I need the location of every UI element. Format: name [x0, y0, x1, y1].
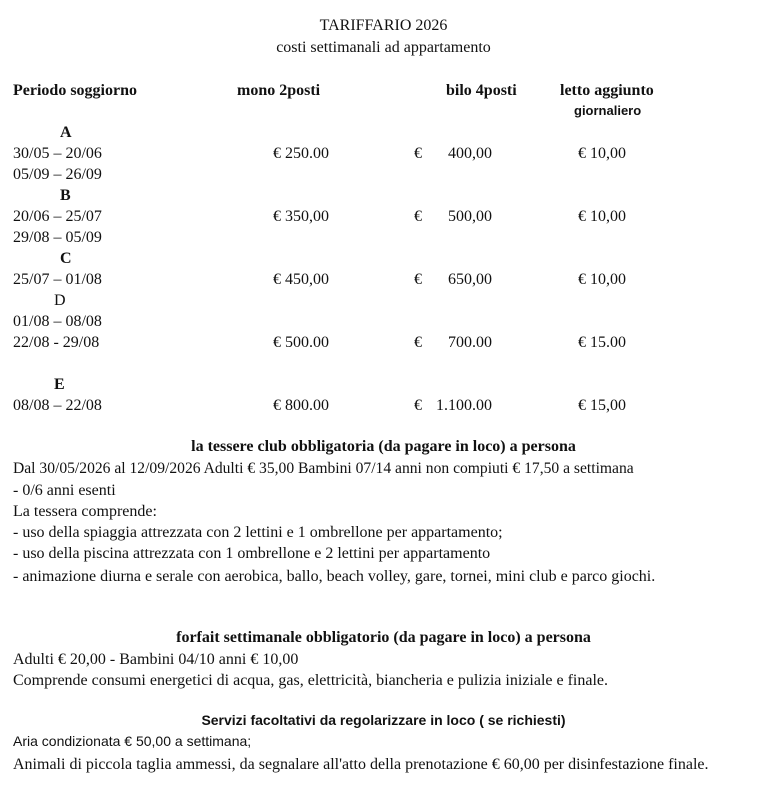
tessera-item: - animazione diurna e serale con aerobica, ballo, beach volley, gare, tornei, mini club e parco giochi.: [13, 568, 656, 585]
price-bilo: 400,00: [448, 145, 492, 162]
period-label-c: C: [60, 250, 72, 267]
price-bilo-currency: €: [414, 208, 422, 225]
price-extra-bed: € 15,00: [578, 397, 626, 414]
price-bilo-currency: €: [414, 397, 422, 414]
period-dates: 05/09 – 26/09: [13, 166, 102, 183]
price-extra-bed: € 10,00: [578, 271, 626, 288]
period-dates: 08/08 – 22/08: [13, 397, 102, 414]
price-bilo-currency: €: [414, 271, 422, 288]
price-mono: € 500.00: [273, 334, 329, 351]
period-dates: 29/08 – 05/09: [13, 229, 102, 246]
tessera-title: la tessere club obbligatoria (da pagare in loco) a persona: [191, 438, 576, 455]
services-title: Servizi facoltativi da regolarizzare in loco ( se richiesti): [201, 712, 566, 728]
service-pets: Animali di piccola taglia ammessi, da segnalare all'atto della prenotazione € 60,00 per disinfestazione finale.: [13, 756, 709, 773]
forfait-includes: Comprende consumi energetici di acqua, gas, elettricità, biancheria e pulizia iniziale e finale.: [13, 672, 609, 689]
column-header-extra: letto aggiunto: [560, 82, 654, 99]
price-mono: € 250.00: [273, 145, 329, 162]
price-extra-bed: € 10,00: [578, 145, 626, 162]
column-header-mono: mono 2posti: [237, 82, 321, 99]
price-bilo-currency: €: [414, 334, 422, 351]
period-dates: 25/07 – 01/08: [13, 271, 102, 288]
period-label-d: D: [54, 292, 66, 309]
period-label-b: B: [60, 187, 71, 204]
period-dates: 30/05 – 20/06: [13, 145, 102, 162]
price-bilo: 650,00: [448, 271, 492, 288]
column-header-period: Periodo soggiorno: [13, 82, 137, 99]
document-title: TARIFFARIO 2026: [319, 17, 448, 34]
period-label-e: E: [54, 376, 65, 393]
column-header-bilo: bilo 4posti: [446, 82, 517, 99]
price-bilo-currency: €: [414, 145, 422, 162]
column-header-extra-sub: giornaliero: [574, 103, 642, 118]
price-bilo: 1.100.00: [436, 397, 492, 414]
price-extra-bed: € 15.00: [578, 334, 626, 351]
tessera-includes: La tessera comprende:: [13, 503, 157, 520]
forfait-title: forfait settimanale obbligatorio (da pagare in loco) a persona: [176, 629, 591, 646]
document-subtitle: costi settimanali ad appartamento: [276, 39, 491, 56]
tessera-item: - uso della spiaggia attrezzata con 2 lettini e 1 ombrellone per appartamento;: [13, 524, 503, 541]
price-extra-bed: € 10,00: [578, 208, 626, 225]
tessera-item: - uso della piscina attrezzata con 1 ombrellone e 2 lettini per appartamento: [13, 545, 491, 562]
period-label-a: A: [60, 124, 72, 141]
price-bilo: 500,00: [448, 208, 492, 225]
tessera-exempt: - 0/6 anni esenti: [13, 482, 116, 499]
price-mono: € 450,00: [273, 271, 329, 288]
tessera-period-prices: Dal 30/05/2026 al 12/09/2026 Adulti € 35,00 Bambini 07/14 anni non compiuti € 17,50 a settimana: [13, 460, 634, 477]
forfait-prices: Adulti € 20,00 - Bambini 04/10 anni € 10,00: [13, 651, 299, 668]
price-bilo: 700.00: [448, 334, 492, 351]
period-dates: 22/08 - 29/08: [13, 334, 100, 351]
service-air-conditioning: Aria condizionata € 50,00 a settimana;: [13, 733, 252, 749]
price-mono: € 350,00: [273, 208, 329, 225]
period-dates: 01/08 – 08/08: [13, 313, 102, 330]
period-dates: 20/06 – 25/07: [13, 208, 102, 225]
price-mono: € 800.00: [273, 397, 329, 414]
